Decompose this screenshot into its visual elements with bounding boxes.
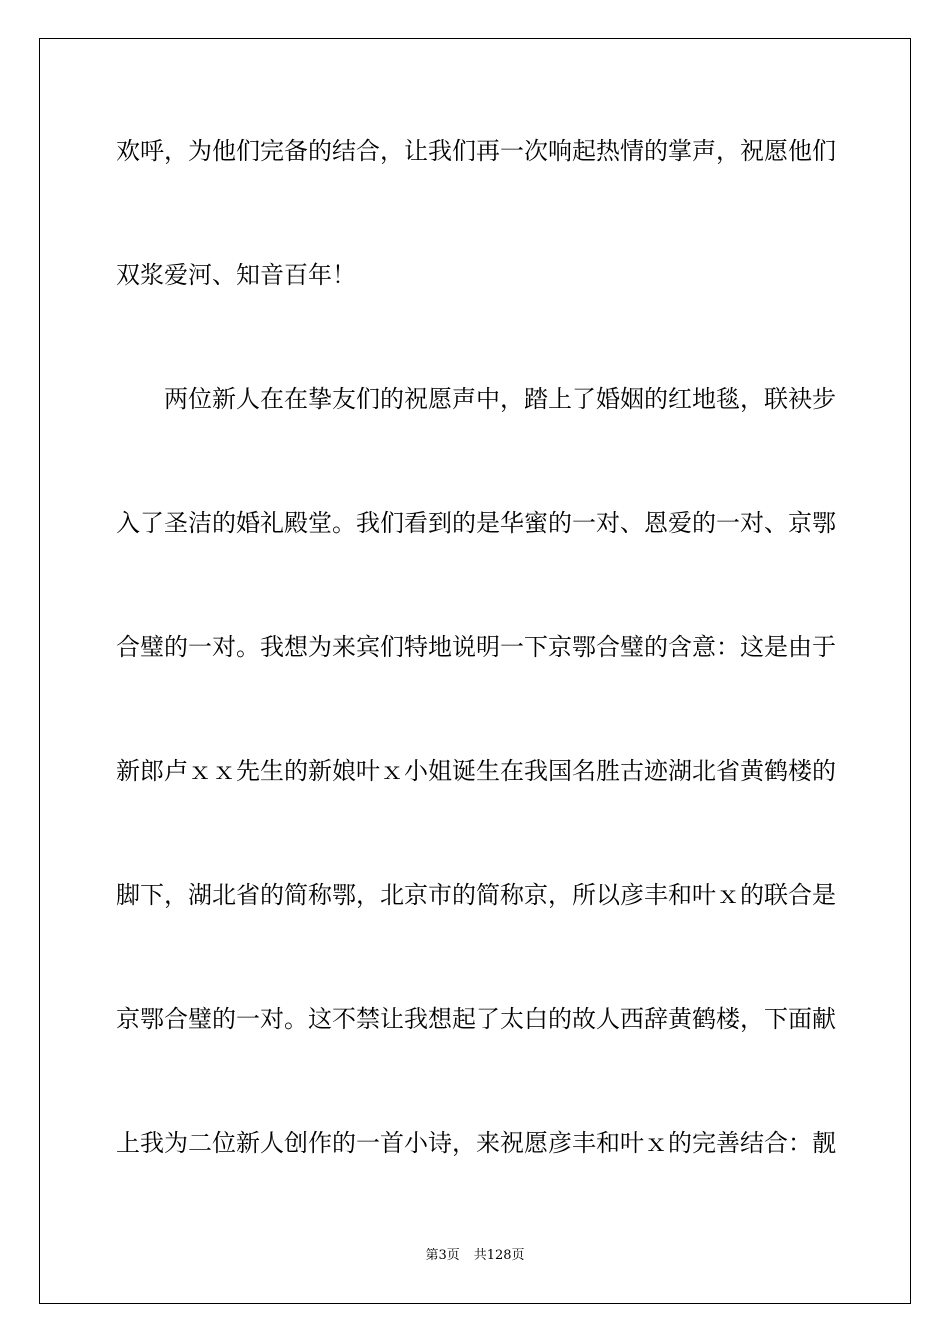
paragraph-start-line: 两位新人在在挚友们的祝愿声中，踏上了婚姻的红地毯，联袂步: [164, 385, 836, 413]
text-line-4: 入了圣洁的婚礼殿堂。我们看到的是华蜜的一对、恩爱的一对、京鄂: [116, 509, 836, 537]
total-pages: 共128页: [473, 1248, 525, 1263]
text-line-8: 京鄂合璧的一对。这不禁让我想起了太白的故人西辞黄鹤楼，下面献: [116, 1005, 836, 1033]
text-line-2: 双浆爱河、知音百年！: [116, 261, 356, 289]
page-number: 第3页: [425, 1248, 460, 1263]
text-line-5: 合璧的一对。我想为来宾们特地说明一下京鄂合璧的含意：这是由于: [116, 633, 836, 661]
text-line-9: 上我为二位新人创作的一首小诗，来祝愿彦丰和叶ｘ的完善结合：靓: [116, 1129, 836, 1157]
text-line-1: 欢呼，为他们完备的结合，让我们再一次响起热情的掌声，祝愿他们: [116, 137, 836, 165]
page-border: [39, 38, 911, 1304]
text-line-6: 新郎卢ｘｘ先生的新娘叶ｘ小姐诞生在我国名胜古迹湖北省黄鹤楼的: [116, 757, 836, 785]
text-line-7: 脚下，湖北省的简称鄂，北京市的简称京，所以彦丰和叶ｘ的联合是: [116, 881, 836, 909]
page-footer: [0, 1248, 950, 1264]
